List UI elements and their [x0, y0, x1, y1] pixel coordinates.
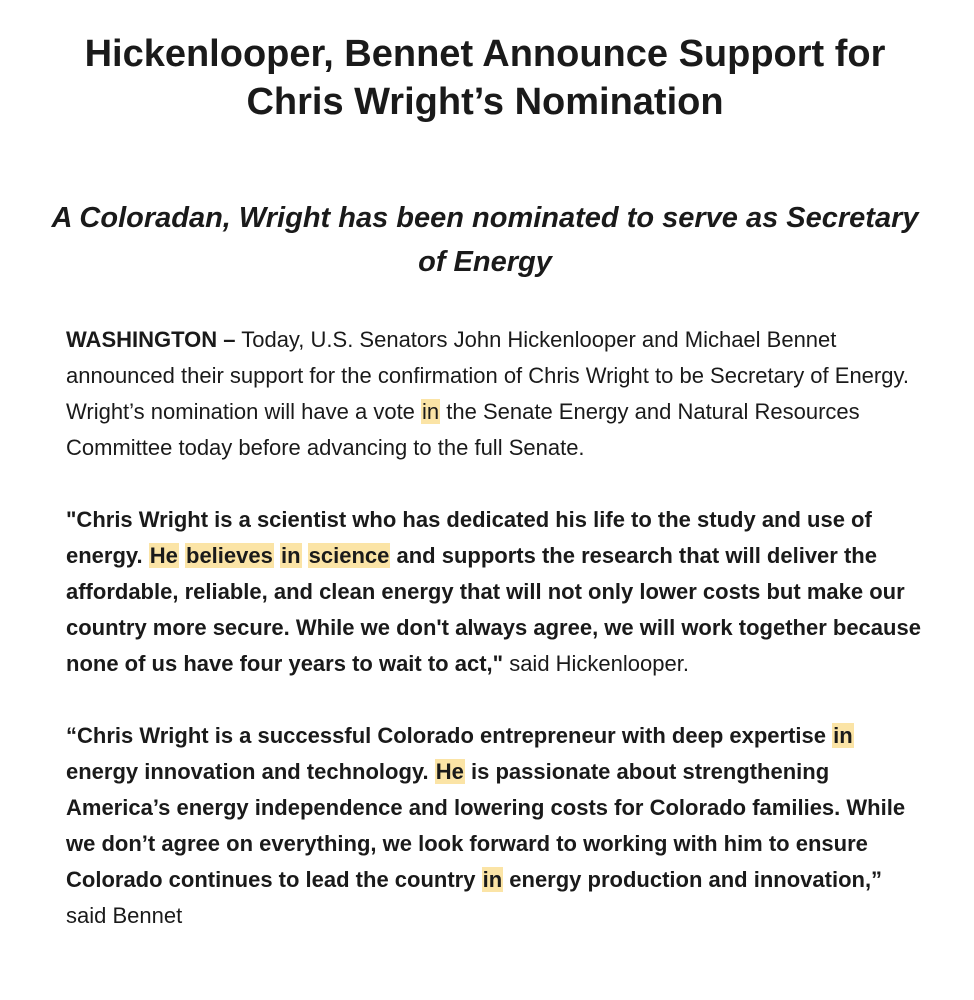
quote-text-a: "Chris Wright is a scientist who has dedicated his life to the study and use of energy.: [66, 507, 872, 568]
highlight-word: in: [482, 867, 503, 892]
quote-text-c: is passionate about strengthening America’s energy independence and lowering costs for Colorado families. While we don’t agree on everything, we look forward to working with him to ensure Colorado continues to lead the country: [66, 759, 906, 892]
paragraph-bennet-quote: [66, 718, 924, 934]
page-subtitle: A Coloradan, Wright has been nominated to serve as Secretary of Energy: [51, 202, 919, 278]
intro-text-a: Today, U.S. Senators John Hickenlooper and Michael Bennet announced their support for the confirmation of Chris Wright to be Secretary of Energy. Wright’s nomination will have a vote: [66, 327, 909, 424]
highlight-word: He: [149, 543, 178, 568]
dateline: WASHINGTON –: [66, 327, 236, 352]
attribution-hickenlooper: said Hickenlooper.: [503, 651, 689, 676]
page-title: Hickenlooper, Bennet Announce Support for Chris Wright’s Nomination: [84, 33, 886, 123]
highlight-word: in: [280, 543, 301, 568]
quote-hickenlooper: [66, 507, 921, 676]
highlight-word: in: [833, 723, 853, 748]
quote-text-b: and supports the research that will deliver the affordable, reliable, and clean energy that will not only lower costs but make our country more secure. While we don't always agree, we will work together because none of us have four years to wait to act,": [66, 543, 921, 676]
quote-text-b: energy innovation and technology.: [66, 759, 435, 784]
highlight-word: He: [435, 759, 464, 784]
quote-text-a: “Chris Wright is a successful Colorado entrepreneur with deep expertise: [66, 723, 833, 748]
paragraph-hickenlooper-quote: [66, 502, 924, 682]
quote-text-d: energy production and innovation,”: [503, 867, 883, 892]
intro-text-b: the Senate Energy and Natural Resources Committee today before advancing to the full Senate.: [66, 399, 860, 460]
highlight-word: believes: [186, 543, 273, 568]
highlight-word: science: [308, 543, 390, 568]
paragraph-intro: [66, 322, 924, 466]
quote-bennet: [66, 723, 905, 892]
attribution-bennet: said Bennet: [66, 903, 183, 928]
highlight-word: in: [422, 399, 440, 424]
